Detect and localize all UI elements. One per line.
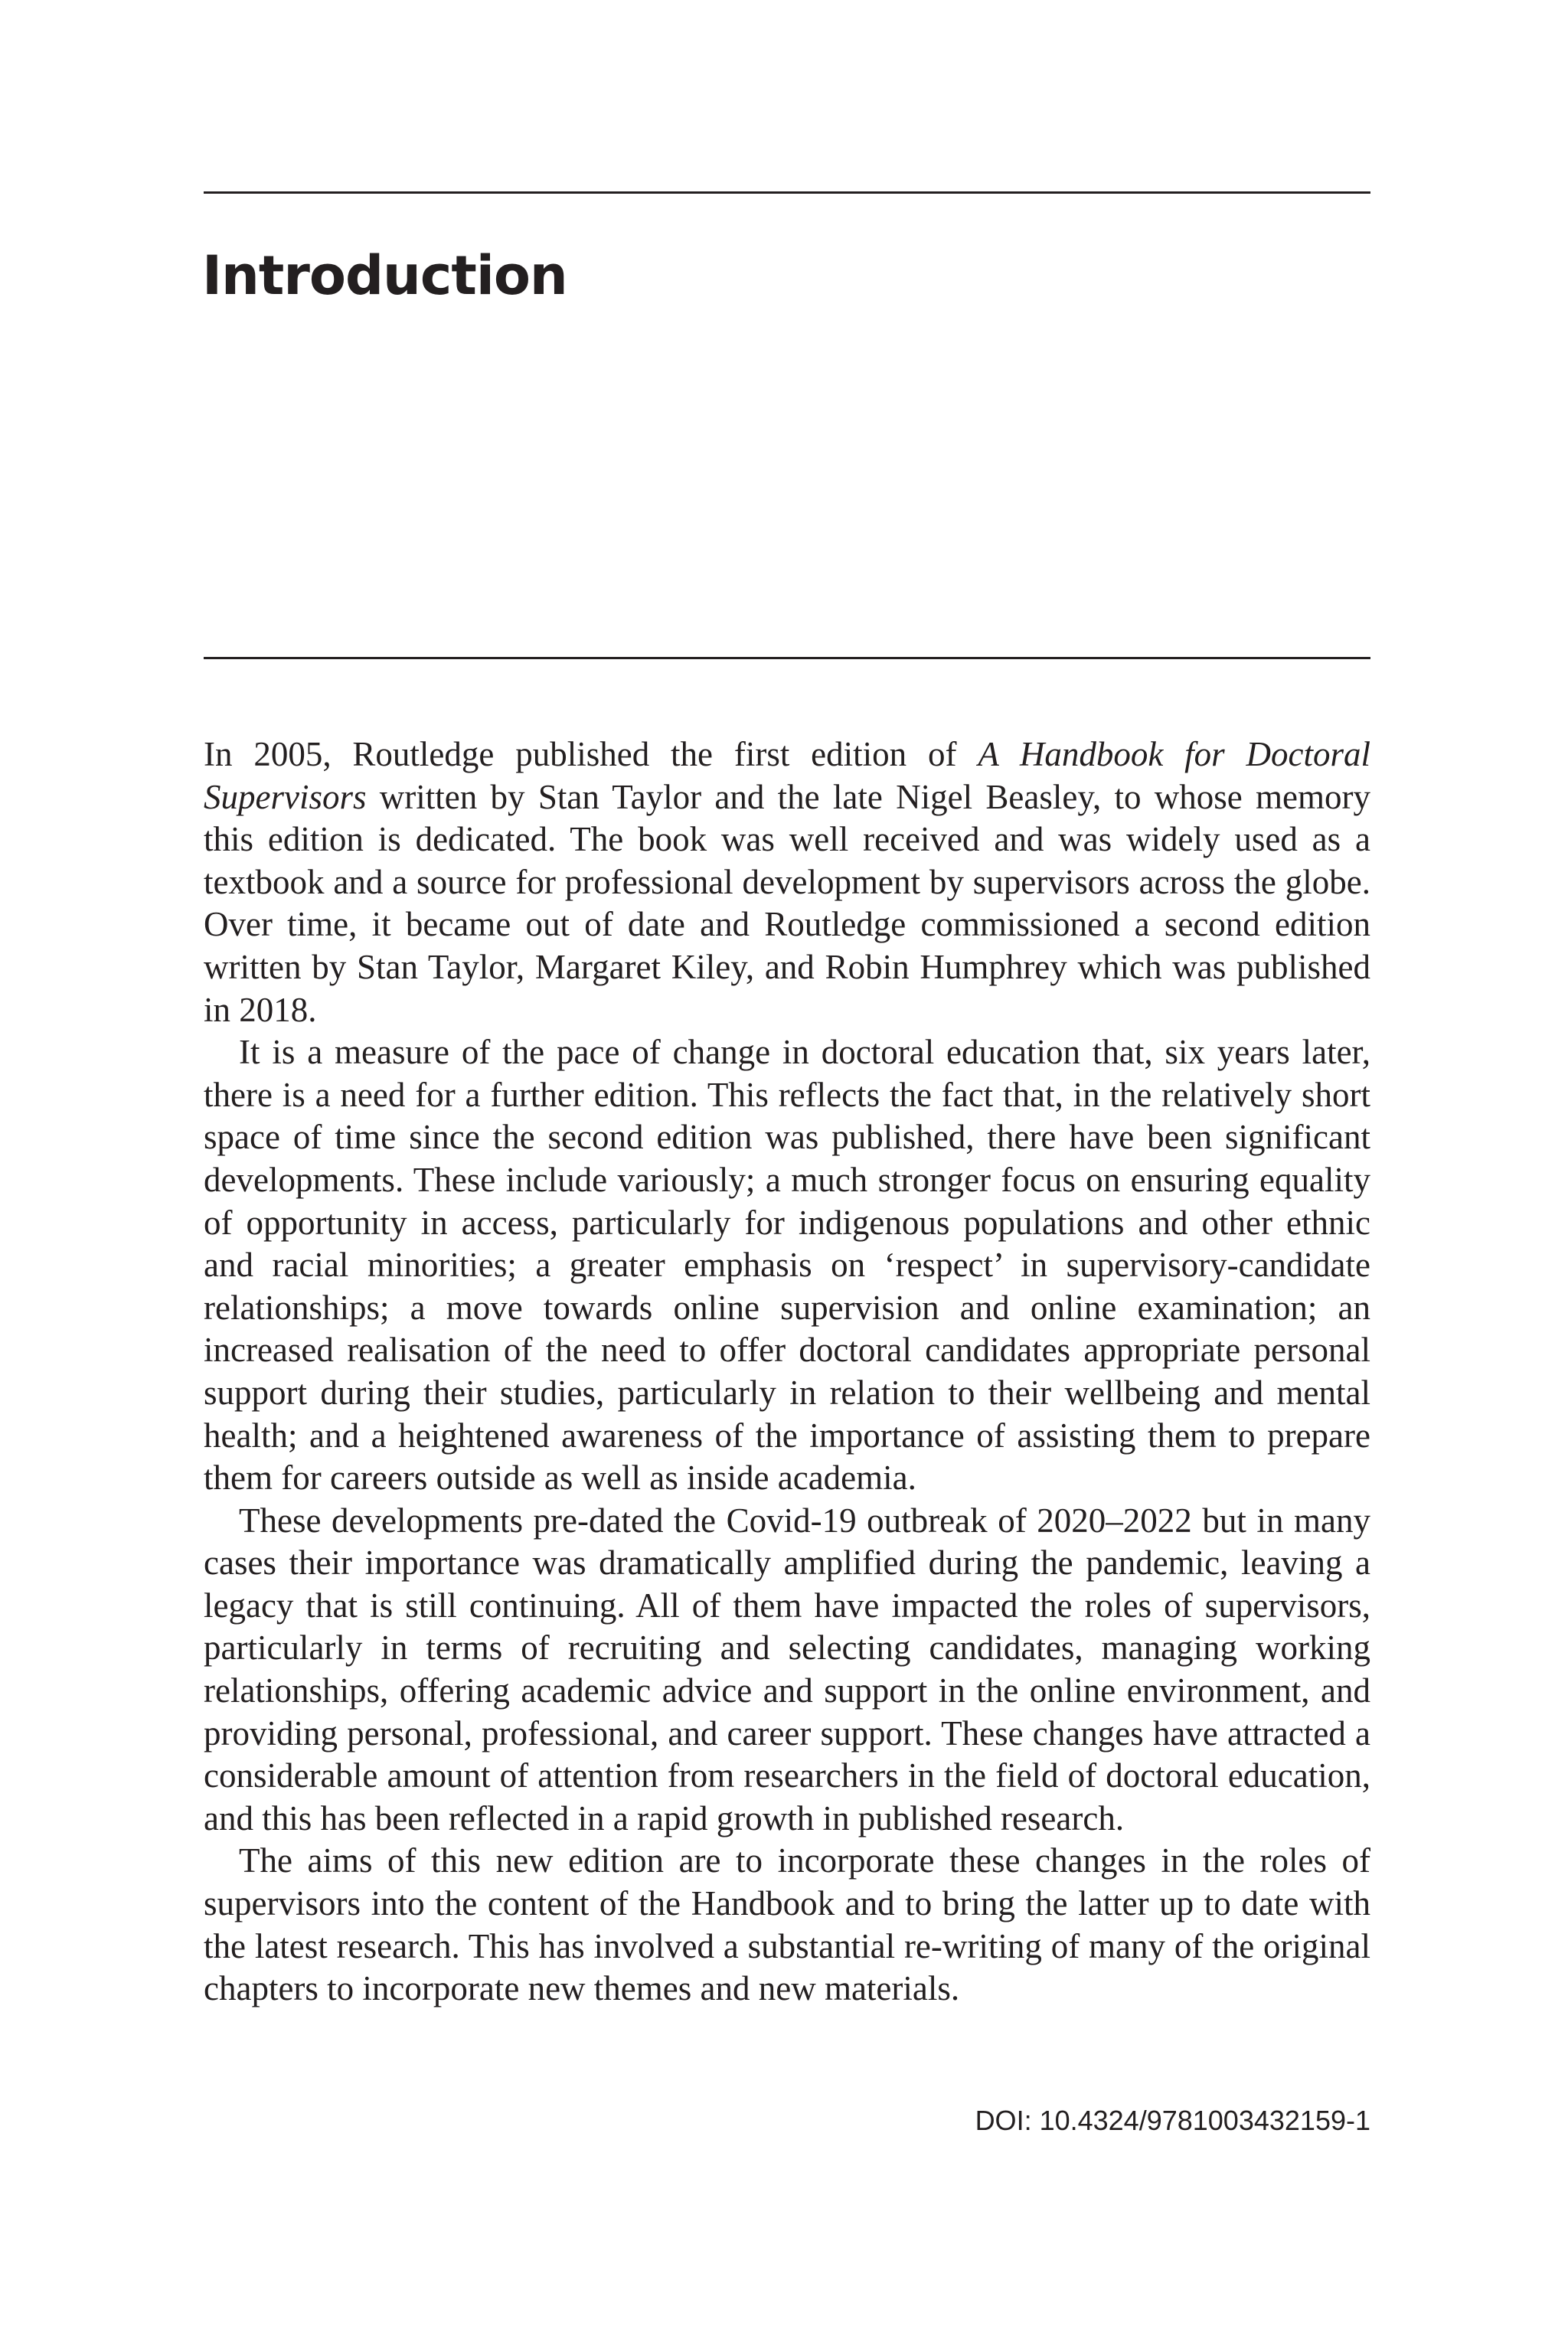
- paragraph-4: The aims of this new edition are to incorporate these changes in the roles of supervisors into the content of the Handbook and to bring the latter up to date with the latest research. This has involved a substantial re-writing of many of the original chapters to incorporate new themes and new materials.: [204, 1841, 1370, 2008]
- book-title: A Handbook for Doctoral Supervisors: [204, 735, 1370, 816]
- paragraph-1: [204, 733, 1370, 1031]
- paragraph-1-after: written by Stan Taylor and the late Nigel Beasley, to whose memory this edition is dedicated. The book was well received and was widely used as a textbook and a source for professional development by supervisors across the globe. Over time, it became out of date and Routledge commissioned a second edition written by Stan Taylor, Margaret Kiley, and Robin Humphrey which was published in 2018.: [204, 777, 1370, 1029]
- chapter-title: Introduction: [202, 244, 567, 307]
- paragraph-1-before: In 2005, Routledge published the first edition of: [204, 735, 978, 773]
- title-bottom-rule: [204, 657, 1370, 659]
- paragraph-2: It is a measure of the pace of change in doctoral education that, six years later, there is a need for a further edition. This reflects the fact that, in the relatively short space of time since the second edition was published, there have been significant developments. These include variously; a much stronger focus on ensuring equality of opportunity in access, particularly for indigenous populations and other ethnic and racial minorities; a greater emphasis on ‘respect’ in supervisory-candidate relationships; a move towards online supervision and online examination; an increased realisation of the need to offer doctoral candidates appropriate personal support during their studies, particularly in relation to their wellbeing and mental health; and a heightened awareness of the importance of assisting them to prepare them for careers outside as well as inside academia.: [204, 1033, 1370, 1498]
- doi-footer: DOI: 10.4324/9781003432159-1: [975, 2105, 1370, 2136]
- body-text: [204, 733, 1370, 2011]
- top-rule: [204, 191, 1370, 194]
- paragraph-3: These developments pre-dated the Covid-19 outbreak of 2020–2022 but in many cases their importance was dramatically amplified during the pandemic, leaving a legacy that is still continuing. All of them have impacted the roles of supervisors, particularly in terms of recruiting and selecting candidates, managing working relationships, offering academic advice and support in the online environment, and providing personal, professional, and career support. These changes have attracted a considerable amount of attention from researchers in the field of doctoral education, and this has been reflected in a rapid growth in published research.: [204, 1501, 1370, 1838]
